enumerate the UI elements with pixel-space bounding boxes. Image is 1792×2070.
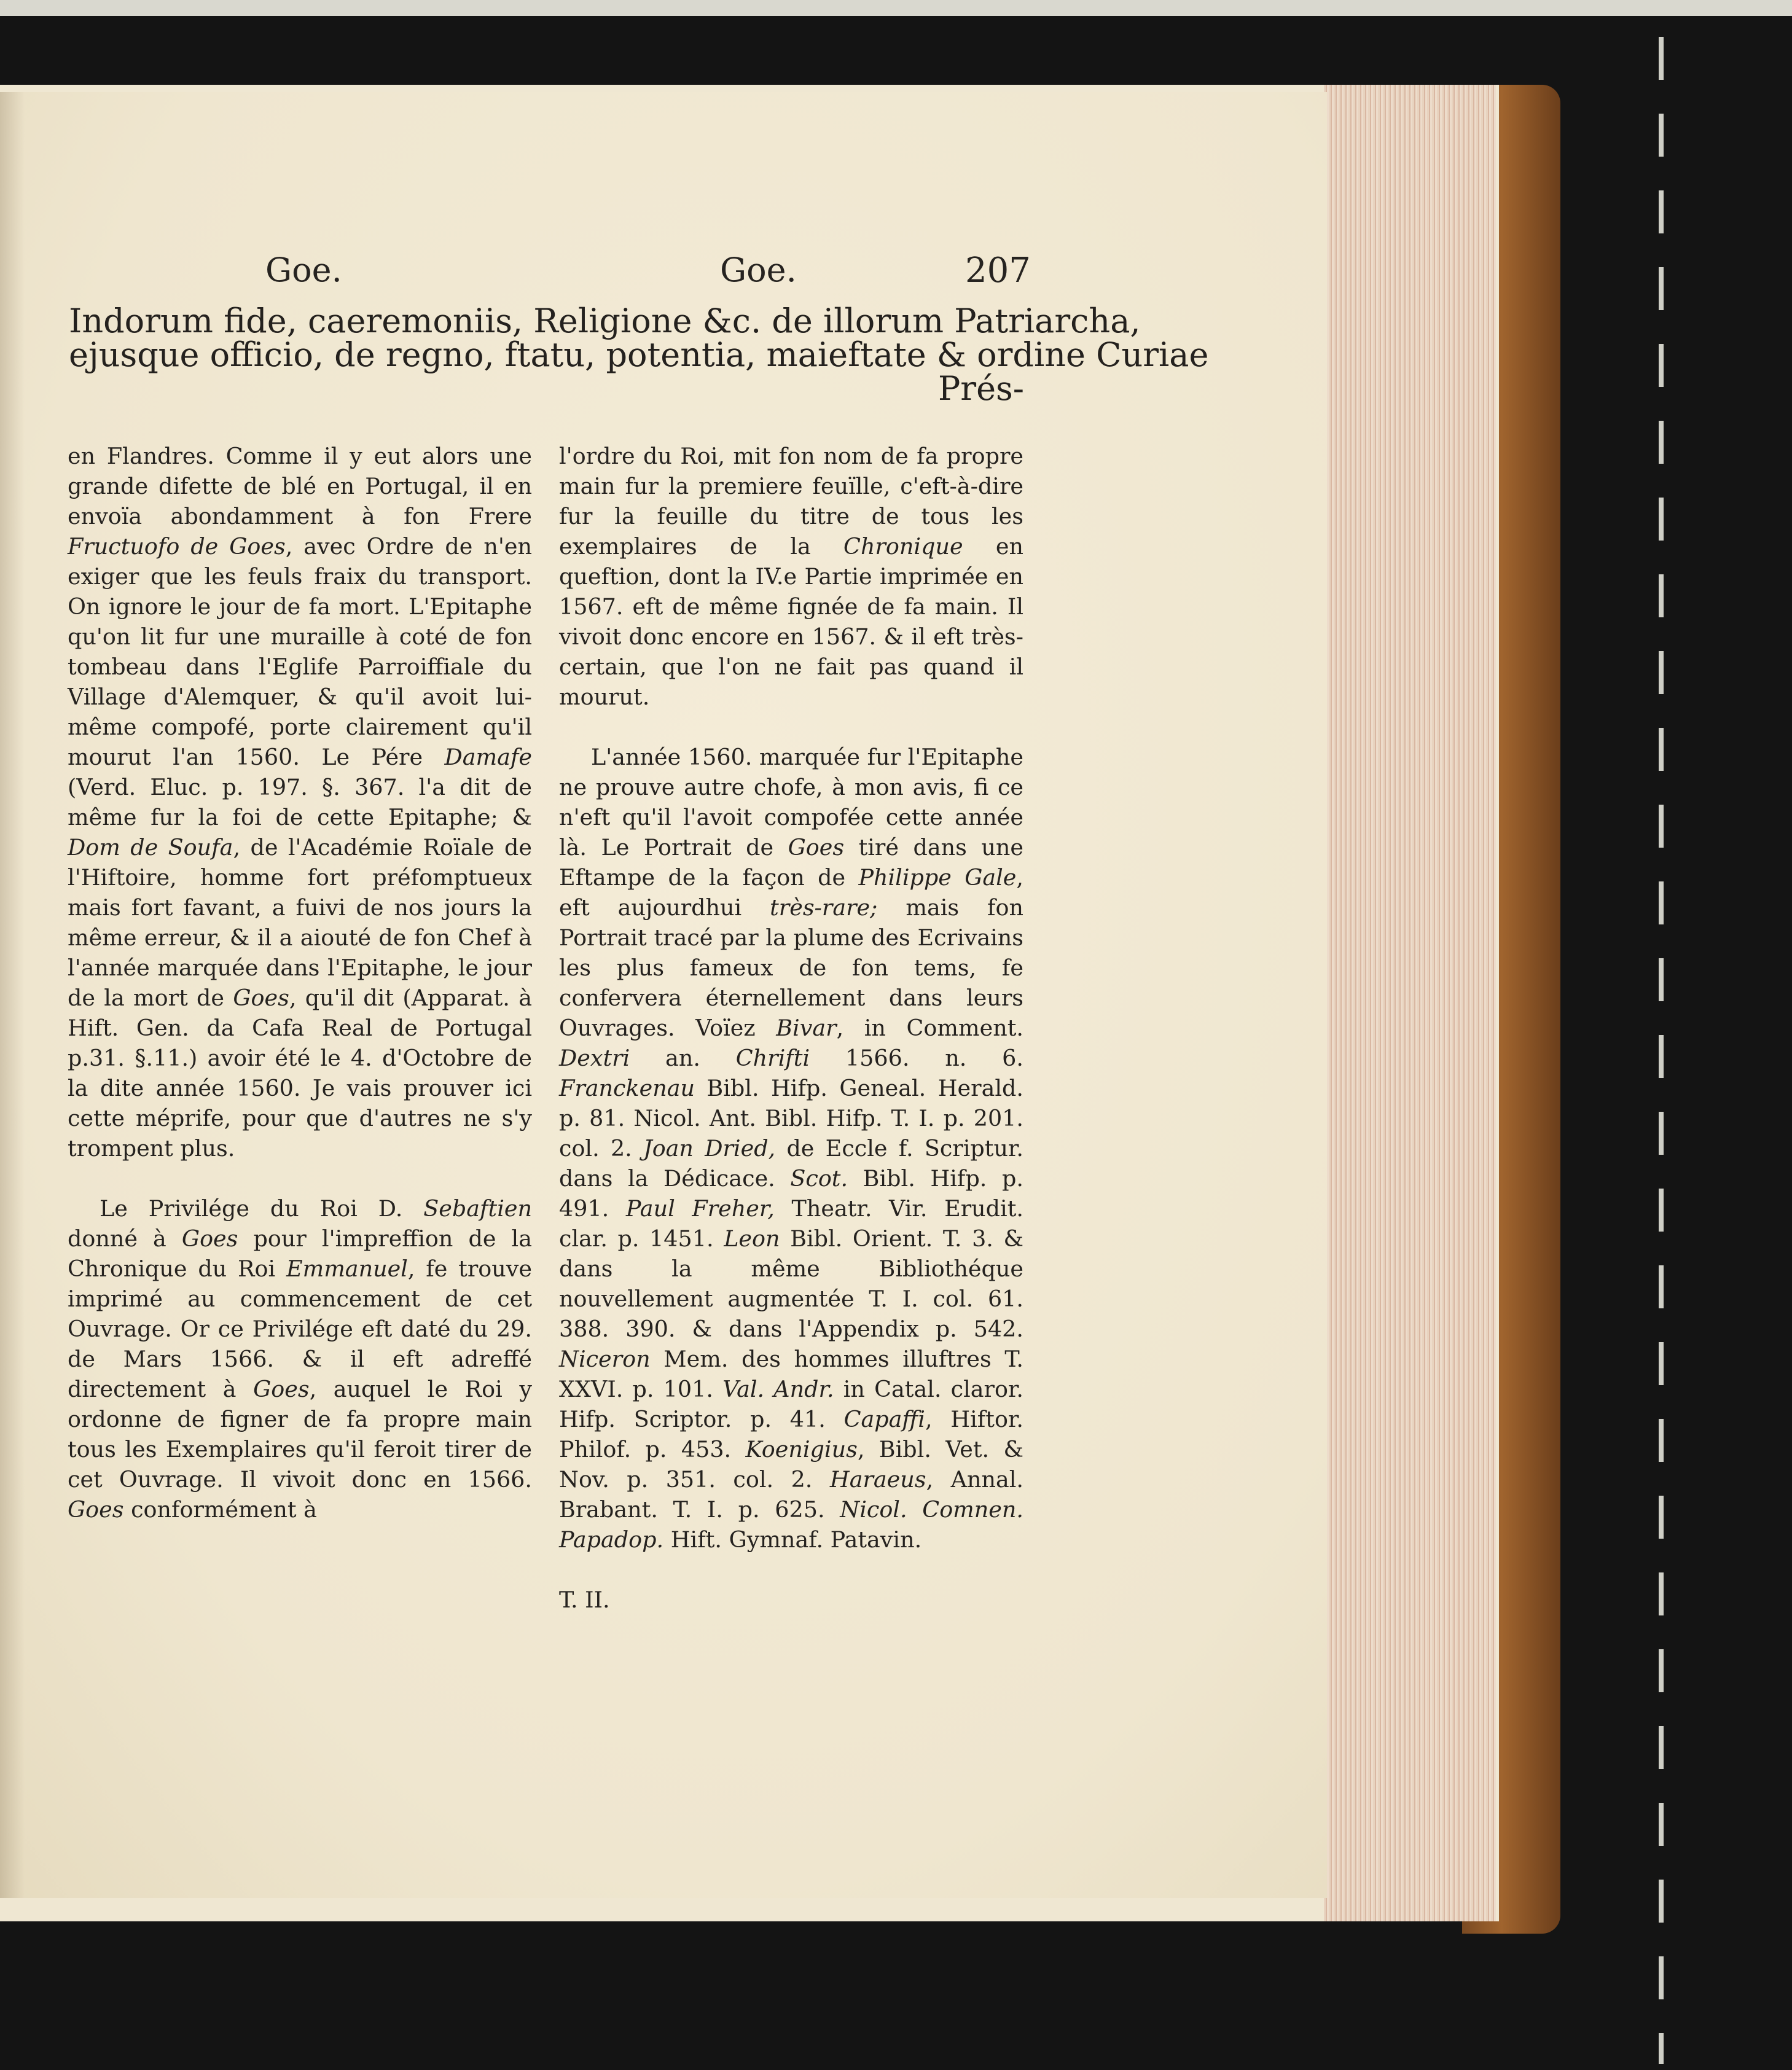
text-run: Mem. des hommes illuftres T. XXVI. p. 101. xyxy=(559,1346,1023,1402)
italic-name: Paul Freher, xyxy=(625,1195,775,1222)
italic-name: Capaffi xyxy=(843,1406,925,1432)
run-on-latin-title xyxy=(69,302,1209,408)
text-run: mais fon Portrait tracé par la plume des Ecrivains les plus fameux de fon tems, fe confervera éternellement dans leurs Ouvrages. Voïez xyxy=(559,894,1023,1041)
text-run: Bibl. Hifp. Geneal. Herald. p. 81. Nicol. Ant. Bibl. Hifp. T. I. p. 201. col. 2. xyxy=(559,1075,1023,1162)
text-run: donné à xyxy=(68,1225,182,1252)
italic-name: Philippe Gale xyxy=(858,864,1017,891)
italic-name: Emmanuel xyxy=(286,1256,408,1282)
italic-name: Goes xyxy=(181,1225,238,1252)
page-number: 207 xyxy=(965,251,1031,291)
text-run: pour l'impreffion de la Chronique du Roi xyxy=(68,1225,532,1282)
italic-name: Goes xyxy=(788,834,845,861)
text-run: 1566. n. 6. xyxy=(810,1045,1023,1071)
run-on-line: ejusque officio, de regno, ftatu, potentia, maieftate & ordine Curiae xyxy=(69,335,1209,374)
italic-name: Niceron xyxy=(559,1346,651,1372)
italic-name: Sebaftien xyxy=(423,1195,532,1222)
run-on-line: Indorum fide, caeremoniis, Religione &c. de illorum Patriarcha, xyxy=(69,302,1141,340)
scanner-top-strip xyxy=(0,0,1792,16)
text-run: , auquel le Roi y ordonne de figner de fa propre main tous les Exemplaires qu'il feroit tirer de cet Ouvrage. Il vivoit donc en 1566. xyxy=(68,1376,532,1493)
text-run: de Eccle f. Scriptur. dans la Dédicace. xyxy=(559,1135,1023,1192)
italic-name: Bivar xyxy=(776,1015,837,1041)
italic-name: Leon xyxy=(724,1225,780,1252)
italic-name: Chrifti xyxy=(735,1045,810,1071)
running-head-center: Goe. xyxy=(720,251,797,289)
gutter-shadow xyxy=(0,92,25,1898)
italic-name: Dom de Soufa xyxy=(68,834,233,861)
catchword: T. II. xyxy=(559,1587,610,1613)
paragraph xyxy=(68,1193,532,1525)
text-run: , fe trouve imprimé au commencement de cet Ouvrage. Or ce Privilége eft daté du 29. de Mars 1566. & il eft adreffé directement à xyxy=(68,1256,532,1402)
text-run: , eft aujourdhui xyxy=(559,864,1023,921)
text-run: Theatr. Vir. Erudit. clar. p. 1451. xyxy=(559,1195,1023,1252)
text-run: Bibl. Hifp. p. 491. xyxy=(559,1165,1023,1222)
italic-name: Goes xyxy=(233,985,289,1011)
italic-name: Franckenau xyxy=(559,1075,695,1101)
italic-name: très-rare; xyxy=(770,894,878,921)
text-run: , Hiftor. Philof. p. 453. xyxy=(559,1406,1023,1463)
text-run: , Annal. Brabant. T. I. p. 625. xyxy=(559,1466,1023,1523)
text-run: en Flandres. Comme il y eut alors une grande difette de blé en Portugal, il en envoïa abondamment à fon Frere xyxy=(68,443,532,529)
italic-name: Scot. xyxy=(790,1165,848,1192)
text-run: , qu'il dit (Apparat. à Hift. Gen. da Cafa Real de Portugal p.31. §.11.) avoir été le 4. d'Octobre de la dite année 1560. Je vais prouver ici cette méprife, pour que d'autres ne s'y trompent plus. xyxy=(68,985,532,1162)
text-run: en queftion, dont la IV.e Partie imprimée en 1567. eft de même fignée de fa main. Il vivoit donc encore en 1567. & il eft très-certain, que l'on ne fait pas quand il mourut. xyxy=(559,533,1023,710)
italic-name: Val. Andr. xyxy=(722,1376,834,1402)
italic-name: Goes xyxy=(253,1376,310,1402)
run-on-line: Prés- xyxy=(937,369,1024,408)
page-fore-edge xyxy=(1324,85,1496,1921)
paragraph xyxy=(559,742,1023,1555)
scan-edge-marks xyxy=(1659,37,1664,2064)
italic-name: Koenigius xyxy=(745,1436,858,1463)
italic-name: Damafe xyxy=(444,744,532,770)
right-column xyxy=(559,441,1023,1615)
italic-name: Goes xyxy=(68,1496,124,1523)
paragraph xyxy=(559,441,1023,712)
running-head-left: Goe. xyxy=(265,251,342,289)
text-run: tiré dans une Eftampe de la façon de xyxy=(559,834,1023,891)
text-run: Hift. Gymnaf. Patavin. xyxy=(663,1526,922,1553)
text-run: (Verd. Eluc. p. 197. §. 367. l'a dit de même fur la foi de cette Epitaphe; & xyxy=(68,774,532,830)
italic-name: Chronique xyxy=(843,533,963,560)
italic-name: Dextri xyxy=(559,1045,630,1071)
text-run: L'année 1560. marquée fur l'Epitaphe ne prouve autre chofe, à mon avis, fi ce n'eft qu'il l'avoit compofée cette année là. Le Portrait de xyxy=(559,744,1023,861)
italic-name: Haraeus xyxy=(829,1466,926,1493)
text-run: l'ordre du Roi, mit fon nom de fa propre main fur la premiere feuïlle, c'eft-à-dire fur la feuille du titre de tous les exemplaires de la xyxy=(559,443,1023,560)
text-run: an. xyxy=(630,1045,736,1071)
left-column xyxy=(68,441,532,1525)
text-run: , avec Ordre de n'en exiger que les feuls fraix du transport. On ignore le jour de fa mort. L'Epitaphe qu'on lit fur une muraille à coté de fon tombeau dans l'Eglife Parroiffiale du Village d'Alemquer, & qu'il avoit lui-même compofé, porte clairement qu'il mourut l'an 1560. Le Pére xyxy=(68,533,532,770)
text-run: Le Privilége du Roi D. xyxy=(100,1195,424,1222)
italic-name: Nicol. Comnen. Papadop. xyxy=(559,1496,1023,1553)
text-run: in Catal. claror. Hifp. Scriptor. p. 41. xyxy=(559,1376,1023,1432)
text-run: , Bibl. Vet. & Nov. p. 351. col. 2. xyxy=(559,1436,1023,1493)
italic-name: Fructuofo de Goes xyxy=(68,533,286,560)
text-run: , de l'Académie Roïale de l'Hiftoire, homme fort préfomptueux mais fort favant, a fuivi de nos jours la même erreur, & il a aiouté de fon Chef à l'année marquée dans l'Epitaphe, le jour de la mort de xyxy=(68,834,533,1011)
italic-name: Joan Dried, xyxy=(643,1135,776,1162)
paragraph xyxy=(68,441,532,1163)
text-run: Bibl. Orient. T. 3. & dans la même Bibliothéque nouvellement augmentée T. I. col. 61. 388. 390. & dans l'Appendix p. 542. xyxy=(559,1225,1023,1342)
text-run: , in Comment. xyxy=(836,1015,1023,1041)
text-run: conformément à xyxy=(123,1496,317,1523)
